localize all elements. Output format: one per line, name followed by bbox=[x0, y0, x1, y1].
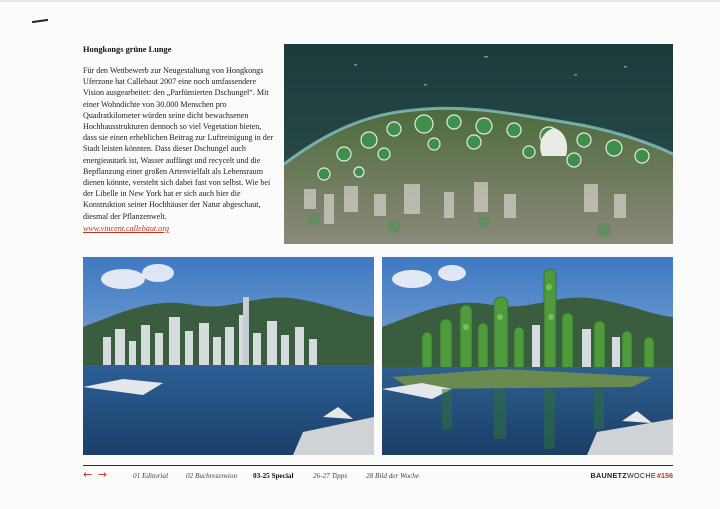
article-body: Für den Wettbewerb zur Neugestaltung von Hongkongs Uferzone hat Callebaut 2007 eine noch umfassendere Vision ausgearbeitet: den „Parfümierten Dschungel“. Mit einer Wohndichte von 30.000 Menschen pro Quadratkilometer würden seine dicht bewachsenen Hochhausstrukturen dennoch so viel Vegetation bieten, dass sie einen erheblichen Beitrag zur Luftreinigung in der Stadt leisten könnten. Dass dieser Dschungel auch energieautark ist, Wasser auffängt und recycelt und die Bepflanzung einer großen Artenvielfalt als Lebensraum dienen könnte, versteht sich dabei fast von selbst. Wie bei der Libelle in New York hat er sich auch hier die Konstruktion seiner Hochhäuser der Natur abgeschaut, diesmal der Pflanzenwelt. bbox=[83, 66, 274, 221]
page-footer bbox=[83, 470, 673, 484]
brand-name-part2: WOCHE bbox=[626, 471, 656, 480]
issue-number: #156 bbox=[657, 471, 673, 480]
nav-item-buchrezension[interactable]: 02 Buchrezension bbox=[186, 472, 238, 480]
article-heading: Hongkongs grüne Lunge bbox=[83, 45, 172, 54]
brand-name-part1: BAUNETZ bbox=[590, 471, 627, 480]
nav-item-tipps[interactable]: 26-27 Tipps bbox=[313, 472, 348, 480]
page-arrows bbox=[83, 468, 108, 481]
skyline-vision-image bbox=[382, 257, 673, 455]
aerial-vision-image bbox=[284, 44, 673, 244]
nav-item-bild-der-woche[interactable]: 28 Bild der Woche bbox=[366, 472, 420, 480]
article-column bbox=[83, 44, 275, 234]
publication-brand bbox=[591, 471, 674, 480]
page-edge-mark bbox=[32, 19, 48, 23]
article-link[interactable]: www.vincent.callebaut.org bbox=[83, 223, 170, 233]
nav-item-special[interactable]: 03-25 Special bbox=[253, 472, 294, 480]
footer-divider bbox=[83, 465, 673, 466]
nav-item-editorial[interactable]: 01 Editorial bbox=[133, 472, 168, 480]
prev-page-arrow-icon[interactable]: ← bbox=[83, 468, 94, 481]
top-divider bbox=[0, 0, 720, 2]
skyline-today-image bbox=[83, 257, 374, 455]
next-page-arrow-icon[interactable]: → bbox=[97, 468, 108, 481]
